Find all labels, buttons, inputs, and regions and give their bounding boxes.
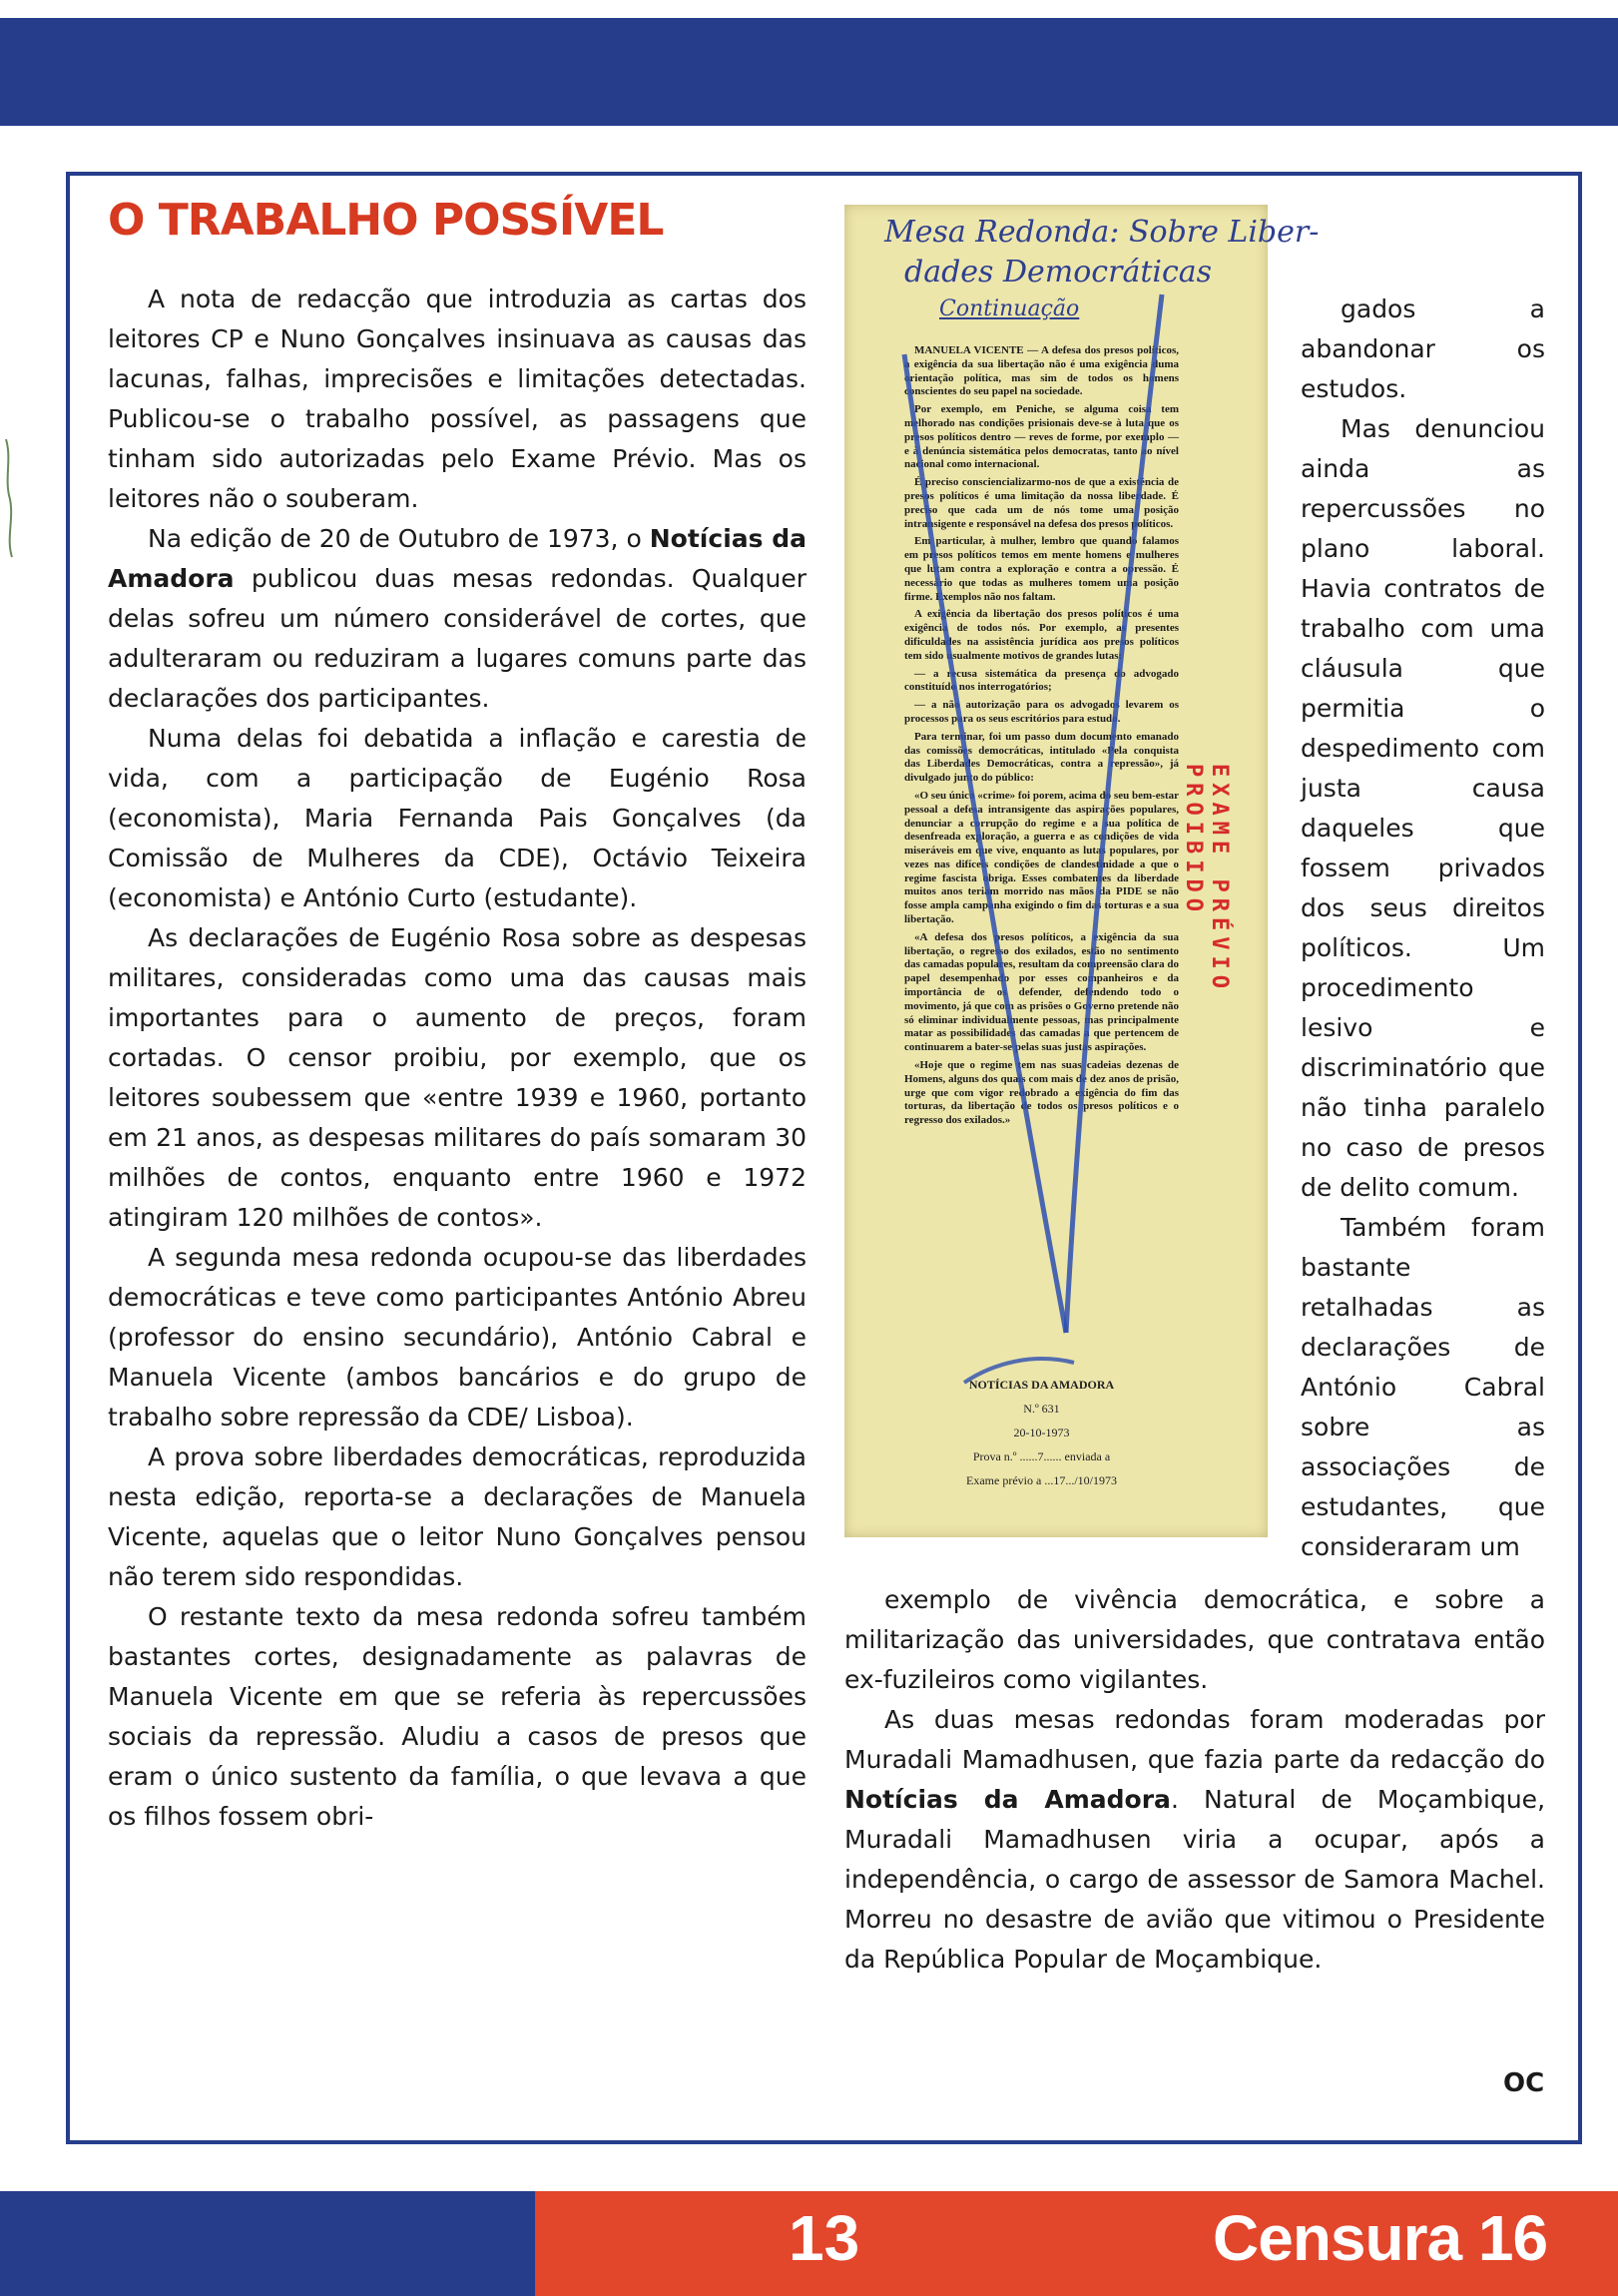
paragraph: Também foram bastante retalhadas as declarações de António Cabral sobre as associações de estudantes, que consideraram um (1301, 1213, 1545, 1561)
clipping-date: 20-10-1973 (1013, 1426, 1070, 1439)
paragraph-text: publicou duas mesas redondas. Qualquer delas sofreu um número considerável de cortes, que adulteraram ou reduziram a lugares comuns parte das declarações dos participantes. (108, 564, 807, 713)
clipping-paragraph: Em particular, à mulher, lembro que quando falamos em presos políticos temos em mente homens e mulheres que lutam contra a exploração e contra a opressão. É necessário que todas as mulheres tomem uma posição firme. Exemplos não nos faltam. (904, 535, 1179, 603)
bottom-column (844, 1580, 1545, 1980)
paragraph: Numa delas foi debatida a inflação e carestia de vida, com a participação de Eugénio Rosa (economista), Maria Fernanda Pais Gonçalves (da Comissão de Mulheres da CDE), Octávio Teixeira (economista) e António Curto (estudante). (108, 724, 807, 912)
censored-proof-clipping (844, 205, 1320, 1537)
paragraph: A prova sobre liberdades democráticas, reproduzida nesta edição, reporta-se a declarações de Manuela Vicente, aquelas que o leitor Nuno Gonçalves pensou não terem sido respondidas. (108, 1442, 807, 1591)
clipping-paragraph: — a recusa sistemática da presença do advogado constituído nos interrogatórios; (904, 667, 1179, 694)
paragraph-text: Na edição de 20 de Outubro de 1973, o (148, 524, 642, 553)
clipping-paragraph: É preciso consciencializarmo-nos de que a existência de presos políticos é uma limitação da nossa liberdade. É preciso que cada um de nós tome uma posição intransigente e responsável na defesa dos presos políticos. (904, 476, 1179, 530)
clipping-paragraph: Para terminar, foi um passo dum documento emanado das comissões democráticas, intitulado «Pela conquista das Liberdades Democráticas, contra a repressão», já divulgado junto do público: (904, 730, 1179, 785)
newspaper-name: Notícias da Amadora (108, 524, 807, 593)
left-column (108, 280, 807, 1837)
author-signature: OC (1503, 2068, 1545, 2098)
censor-cross-mark (844, 205, 1268, 1537)
clipping-paragraph: MANUELA VICENTE — A defesa dos presos políticos, a exigência da sua libertação não é uma exigência duma orientação política, mas sim de todos os homens conscientes do seu papel na sociedade. (904, 344, 1179, 398)
handwritten-note: Mesa Redonda: Sobre Liber- (884, 215, 1320, 250)
clipping-exam-line: Exame prévio a ...17.../10/1973 (966, 1473, 1117, 1487)
paragraph: Mas denunciou ainda as repercussões no plano laboral. Havia contratos de trabalho com uma cláusula que permitia o despedimento com justa causa daqueles que fossem privados dos seus direitos políticos. Um procedimento lesivo e discriminatório que não tinha paralelo no caso de presos de delito comum. (1301, 414, 1545, 1202)
paragraph: gados a abandonar os estudos. (1301, 294, 1545, 403)
margin-mark (0, 439, 20, 559)
paragraph-text: . Natural de Moçambique, Muradali Mamadhusen viria a ocupar, após a independência, o cargo de assessor de Samora Machel. Morreu no desastre de avião que vitimou o Presidente da República Popular de Moçambique. (844, 1785, 1546, 1974)
stamp-text: EXAME PRÉVIO (1207, 764, 1232, 994)
newspaper-name: Notícias da Amadora (844, 1785, 1171, 1814)
article-title: O TRABALHO POSSÍVEL (108, 195, 664, 246)
handwritten-note: Continuação (939, 296, 1080, 321)
paragraph: exemplo de vivência democrática, e sobre a militarização das universidades, que contratava então ex-fuzileiros como vigilantes. (844, 1585, 1545, 1694)
clipping-newspaper: NOTÍCIAS DA AMADORA (968, 1378, 1115, 1392)
paragraph (108, 519, 807, 719)
clipping-paragraph: — a não autorização para os advogados levarem os processos para os seus escritórios para estudo. (904, 699, 1179, 725)
paragraph: A segunda mesa redonda ocupou-se das liberdades democráticas e teve como participantes António Abreu (professor do ensino secundário), António Cabral e Manuela Vicente (ambos bancários e do grupo de trabalho sobre repressão da CDE/ Lisboa). (108, 1243, 807, 1432)
magazine-name: Censura 16 (1213, 2202, 1548, 2274)
clipping-number: N.º 631 (1023, 1402, 1060, 1416)
clipping-paragraph: «A defesa dos presos políticos, a exigência da sua libertação, o regresso dos exilados, estão no sentimento das camadas populares, resultam da compreensão clara do papel desempenhado por esses companheiros e da importância de os defender, defendendo todo o movimento, já que com as prisões o Governo pretende não só eliminar individualmente pessoas, mas principalmente matar as possibilidades das camadas a que pertencem de continuarem a bater-se pelas suas justas aspirações. (904, 930, 1180, 1054)
clipping-footer (904, 1373, 1179, 1492)
paragraph: O restante texto da mesa redonda sofreu também bastantes cortes, designadamente as palavras de Manuela Vicente em que se referia às repercussões sociais da repressão. Aludiu a casos de presos que eram o único sustento da família, o que levava a que os filhos fossem obri- (108, 1602, 807, 1831)
clipping-proof-line: Prova n.º ......7...... enviada a (972, 1449, 1111, 1463)
top-band (0, 18, 1618, 126)
footer-band-blue (0, 2191, 535, 2296)
page-number: 13 (789, 2202, 860, 2274)
clipping-paragraph: «O seu único «crime» foi porem, acima do seu bem-estar pessoal a defesa intransigente das aspirações populares, denunciar a corrupção do regime e a sua política de desenfreada exploração, a guerra e as condições de vida miseráveis em que vive, enquanto as lutas populares, por vezes nas difíceis condições de clandestinidade a que o regime fascista obriga. Esses combatentes da liberdade muitos anos teriam morrido nas mãos da PIDE se não fosse ampla campanha exigindo o fim das torturas e a sua libertação. (904, 789, 1179, 926)
paragraph: A nota de redacção que introduzia as cartas dos leitores CP e Nuno Gonçalves insinuava as causas das lacunas, falhas, imprecisões e limitações detectadas. Publicou-se o trabalho possível, as passagens que tinham sido autorizadas pelo Exame Prévio. Mas os leitores não o souberam. (108, 285, 807, 513)
clipping-paragraph: Por exemplo, em Peniche, se alguma coisa tem melhorado nas condições prisionais deve-se à luta que os presos políticos dentro — reves de forme, por exemplo — e à denúncia sistemática pelos democratas, tanto ao nível nacional como internacional. (904, 403, 1179, 471)
right-column (1301, 289, 1545, 1567)
handwritten-note: dades Democráticas (904, 255, 1213, 289)
paragraph: As declarações de Eugénio Rosa sobre as despesas militares, consideradas como uma das causas mais importantes para o aumento de preços, foram cortadas. O censor proibiu, por exemplo, que os leitores soubessem que «entre 1939 e 1960, portanto em 21 anos, as despesas militares do país somaram 30 milhões de contos, enquanto entre 1960 e 1972 atingiram 120 milhões de contos». (108, 923, 807, 1232)
paragraph (844, 1700, 1545, 1980)
stamp-text: PROIBIDO (1181, 764, 1206, 917)
clipping-paragraph: «Hoje que o regime tem nas suas cadeias dezenas de Homens, alguns dos quais com mais de dez anos de prisão, urge que com vigor redobrado a exigência do fim das torturas, da libertação de todos os presos políticos e o regresso dos exilados.» (904, 1059, 1179, 1127)
paragraph-text: As duas mesas redondas foram moderadas por Muradali Mamadhusen, que fazia parte da redacção do (844, 1705, 1545, 1774)
clipping-paragraph: A exigência da libertação dos presos políticos é uma exigência de todos nós. Por exemplo, as presentes dificuldades na assistência jurídica aos presos políticos tem sido usualmente motivos de grandes lutas: (904, 608, 1179, 662)
